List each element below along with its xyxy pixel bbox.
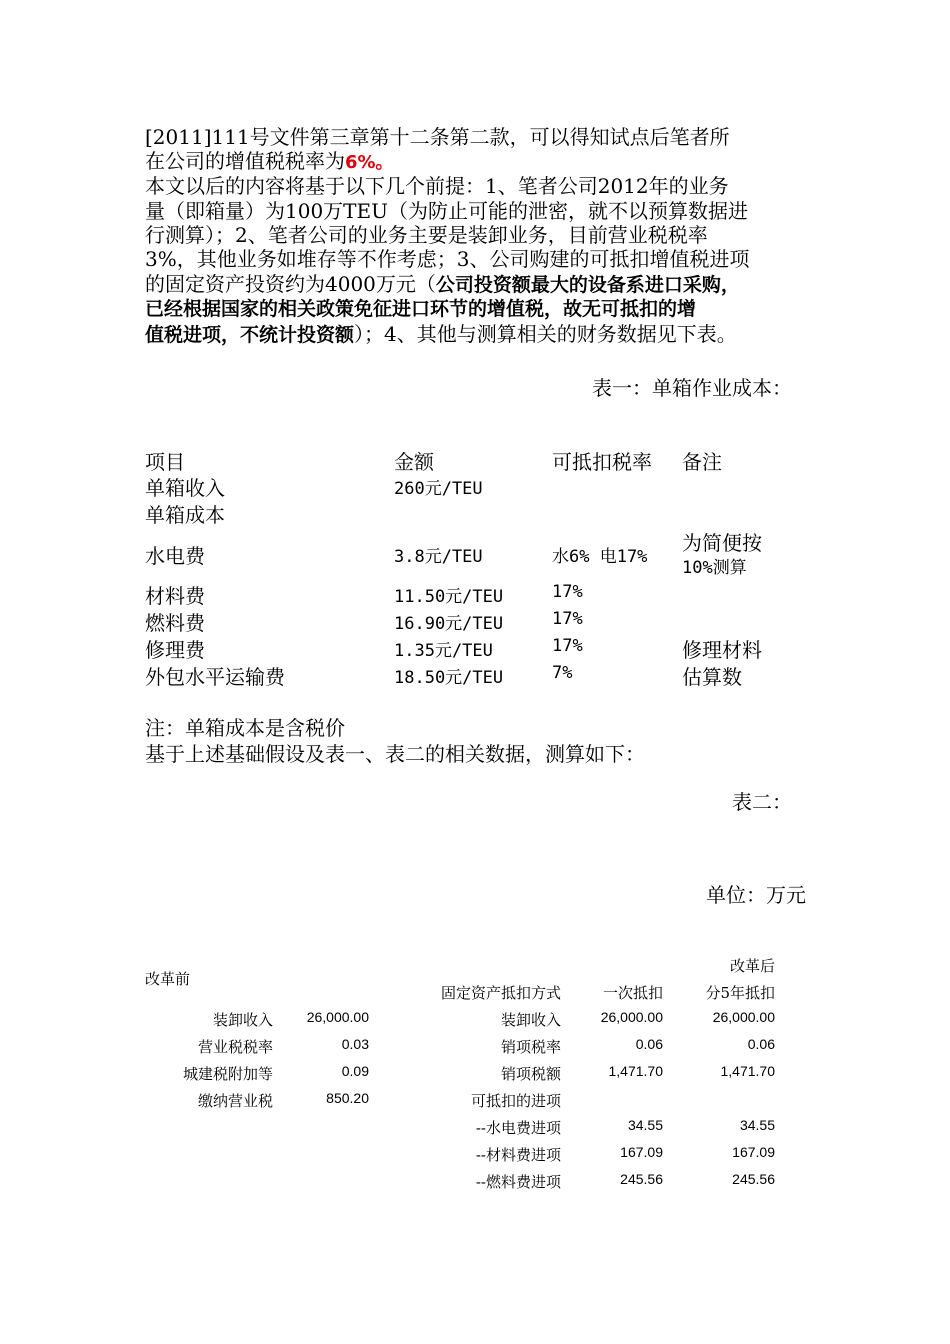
intro-line-2: [145, 150, 394, 175]
premise-line-7-bold: 值税进项，不统计投资额: [145, 324, 355, 346]
table2-after-once-utility-input: 34.55: [627, 1117, 663, 1133]
table1-row-utility-remark-2: 10%测算: [682, 558, 747, 578]
table2-after-5yr-output-tax: 1,471.70: [720, 1063, 775, 1079]
table1-row-utility-rate: 水6% 电17%: [552, 547, 648, 567]
table2-method-once: 一次抵扣: [602, 984, 663, 1002]
table2-after-label-deductible: 可抵扣的进项: [470, 1092, 561, 1110]
premise-line-1: 本文以后的内容将基于以下几个前提：1、笔者公司2012年的业务: [145, 174, 729, 198]
premise-line-4: 3%，其他业务如堆存等不作考虑；3、公司购建的可抵扣增值税进项: [145, 247, 750, 271]
table2-after-once-output-tax: 1,471.70: [608, 1063, 663, 1079]
table1-row-repair-amount: 1.35元/TEU: [394, 641, 493, 661]
premise-line-5: [145, 273, 740, 297]
table2-unit: 单位：万元: [706, 883, 806, 907]
table2-before-label-bt-paid: 缴纳营业税: [197, 1092, 273, 1110]
premise-line-7-text: ）；4、其他与测算相关的财务数据见下表。: [354, 322, 737, 346]
table2-before-label-surcharge: 城建税附加等: [182, 1065, 273, 1083]
table2-after-5yr-output-rate: 0.06: [747, 1036, 775, 1052]
premise-line-2: 量（即箱量）为100万TEU（为防止可能的泄密，就不以预算数据进: [145, 199, 748, 223]
table2-after-label-material-input: --材料费进项: [475, 1146, 561, 1164]
table1-row-transport-rate: 7%: [552, 663, 573, 683]
table1-row-utility-item: 水电费: [145, 544, 205, 568]
table1-row-transport-item: 外包水平运输费: [145, 665, 285, 689]
table2-before-label-revenue: 装卸收入: [212, 1011, 273, 1029]
table1-row-transport-amount: 18.50元/TEU: [394, 668, 504, 688]
table2-after-label-output-tax: 销项税额: [500, 1065, 561, 1083]
table1-header-rate: 可抵扣税率: [552, 450, 652, 474]
table1-row-repair-rate: 17%: [552, 636, 583, 656]
table2-after-label-utility-input: --水电费进项: [475, 1119, 561, 1137]
table2-method-5yr: 分5年抵扣: [705, 984, 775, 1002]
table1-row-cost-item: 单箱成本: [145, 503, 225, 527]
table2-before-label-bt-rate: 营业税税率: [197, 1038, 273, 1056]
premise-line-7: [145, 323, 737, 347]
table1-row-fuel-amount: 16.90元/TEU: [394, 614, 504, 634]
table2-after-once-material-input: 167.09: [620, 1144, 663, 1160]
table1-row-repair-item: 修理费: [145, 638, 205, 662]
table1-row-transport-remark: 估算数: [682, 665, 742, 689]
table1-header-remark: 备注: [682, 450, 722, 474]
table2-before-value-bt-rate: 0.03: [341, 1036, 369, 1052]
table1-note: 注：单箱成本是含税价: [145, 716, 345, 740]
table2-before-value-surcharge: 0.09: [341, 1063, 369, 1079]
table1-header-item: 项目: [145, 450, 185, 474]
table1-row-repair-remark: 修理材料: [682, 638, 762, 662]
table1-caption: 表一：单箱作业成本：: [592, 376, 792, 400]
premise-line-6: 已经根据国家的相关政策免征进口环节的增值税，故无可抵扣的增: [145, 298, 697, 320]
table2-after-once-revenue: 26,000.00: [600, 1009, 663, 1025]
table1-row-fuel-rate: 17%: [552, 609, 583, 629]
table2-after-label: 改革后: [729, 957, 775, 975]
calc-summary-line: 基于上述基础假设及表一、表二的相关数据，测算如下：: [145, 742, 645, 766]
table2-after-5yr-material-input: 167.09: [732, 1144, 775, 1160]
table2-caption: 表二：: [732, 790, 792, 814]
table2-after-5yr-revenue: 26,000.00: [712, 1009, 775, 1025]
table1-row-fuel-item: 燃料费: [145, 611, 205, 635]
table2-after-once-output-rate: 0.06: [635, 1036, 663, 1052]
table2-after-label-revenue: 装卸收入: [500, 1011, 561, 1029]
intro-line-2-text: 在公司的增值税税率为: [145, 149, 345, 173]
table1-row-material-item: 材料费: [145, 584, 205, 608]
table2-after-once-fuel-input: 245.56: [620, 1171, 663, 1187]
table2-after-label-output-rate: 销项税率: [500, 1038, 561, 1056]
table1-row-material-amount: 11.50元/TEU: [394, 587, 504, 607]
table2-after-5yr-utility-input: 34.55: [739, 1117, 775, 1133]
table2-before-value-bt-paid: 850.20: [326, 1090, 369, 1106]
table2-after-label-fuel-input: --燃料费进项: [475, 1173, 561, 1191]
table1-row-revenue-item: 单箱收入: [145, 476, 225, 500]
table2-before-value-revenue: 26,000.00: [306, 1009, 369, 1025]
premise-line-3: 行测算）；2、笔者公司的业务主要是装卸业务，目前营业税税率: [145, 223, 708, 247]
premise-line-5-text: 的固定资产投资约为4000万元（: [145, 272, 436, 296]
table1-row-revenue-amount: 260元/TEU: [394, 479, 483, 499]
vat-rate-highlight: 6%。: [345, 152, 394, 173]
table1-row-utility-remark: 为简便按: [682, 531, 762, 555]
table2-after-5yr-fuel-input: 245.56: [732, 1171, 775, 1187]
table1-header-amount: 金额: [394, 450, 434, 474]
premise-line-5-bold: 公司投资额最大的设备系进口采购，: [435, 274, 740, 296]
table2-method-label: 固定资产抵扣方式: [440, 984, 561, 1002]
table1-row-material-rate: 17%: [552, 582, 583, 602]
intro-line-1: [2011]111号文件第三章第十二条第二款，可以得知试点后笔者所: [145, 125, 730, 149]
table1-row-utility-amount: 3.8元/TEU: [394, 547, 483, 567]
table2-before-label: 改革前: [145, 970, 191, 988]
